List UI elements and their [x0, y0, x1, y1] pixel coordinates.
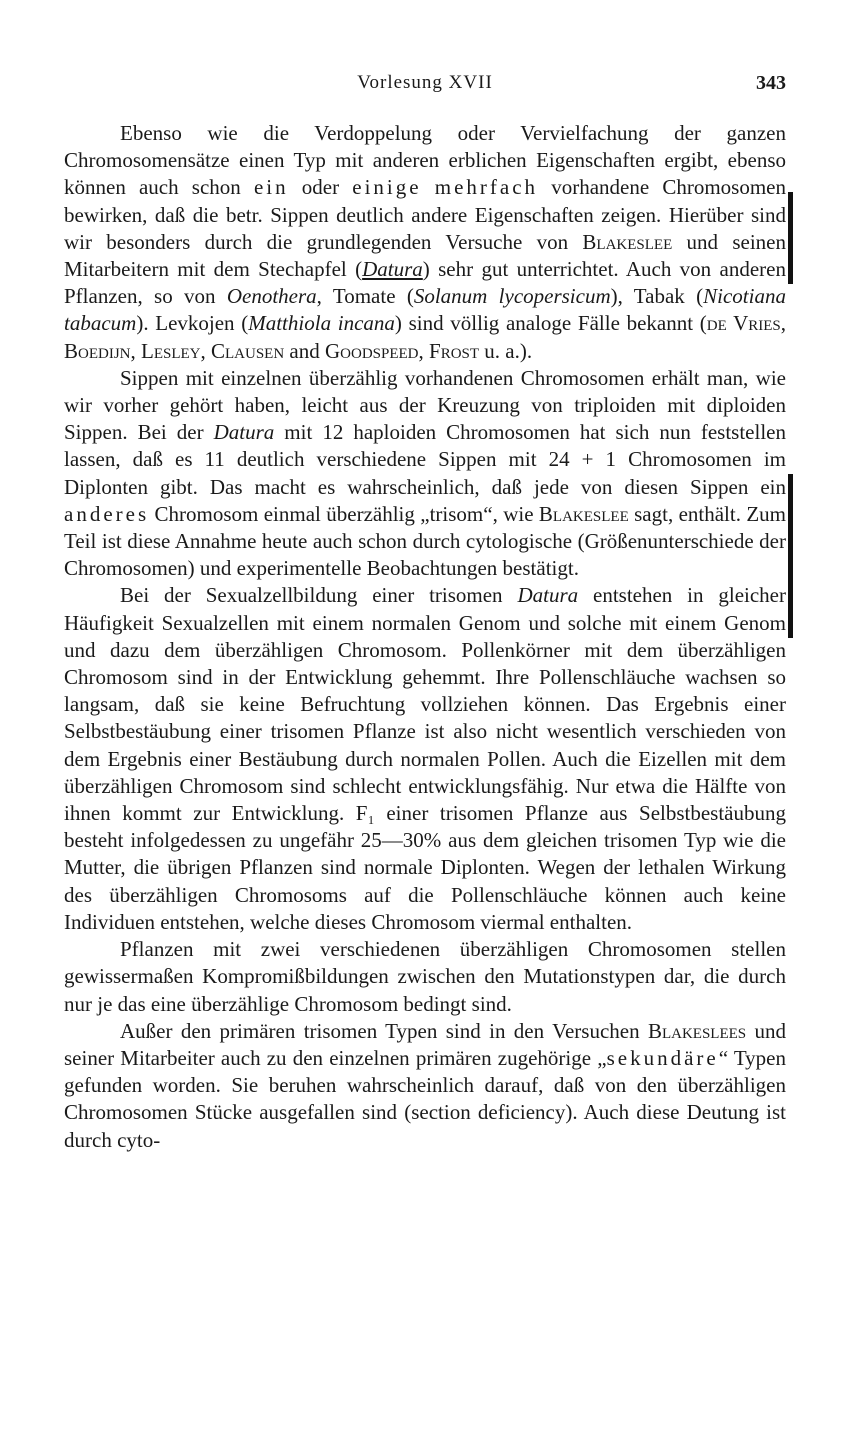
text-segment: ) sind völlig analoge Fälle bekannt (: [394, 311, 707, 336]
text-segment: de Vries: [706, 311, 781, 336]
text-segment: Bei der Sexualzellbildung einer trisomen: [120, 583, 518, 608]
paragraph: [64, 582, 786, 936]
text-segment: Blakeslee: [538, 501, 629, 526]
running-header: [0, 72, 850, 98]
text-segment: mehrfach: [434, 175, 539, 200]
paragraph: [64, 120, 786, 365]
text-segment: ein: [253, 175, 289, 200]
text-segment: Nicotiana tabacum: [64, 284, 786, 336]
paragraph: [64, 1018, 786, 1154]
paragraph: [64, 365, 786, 583]
body-text: [64, 120, 786, 1154]
text-segment: Oenothera: [226, 284, 317, 309]
text-segment: Solanum lycopersicum: [413, 284, 611, 309]
text-segment: u. a.).: [479, 338, 533, 363]
paragraph: [64, 936, 786, 1018]
text-segment: Ebenso wie die Verdoppelung oder Vervielfachung der ganzen Chromosomensätze einen Typ mit anderen erblichen Eigenschaften ergibt, ebenso können auch schon: [64, 121, 786, 200]
margin-bar-lower: [788, 474, 793, 638]
text-segment: Matthiola incana: [248, 311, 395, 336]
text-segment: ,: [780, 311, 786, 336]
text-segment: ,: [200, 338, 211, 363]
text-segment: Pflanzen mit zwei verschiedenen überzähligen Chromosomen stellen gewissermaßen Kompromißbildungen zwischen den Mutationstypen dar, die durch nur je das eine überzählige Chromosom bedingt sind.: [64, 937, 786, 1016]
text-segment: Datura: [213, 420, 275, 445]
text-segment: “ Typen gefunden worden. Sie beruhen wahrscheinlich darauf, daß von den überzähligen Chromosomen Stücke ausgefallen sind (section deficiency). Auch diese Deutung ist durch cyto-: [64, 1045, 787, 1152]
text-segment: ) sehr gut unterrichtet. Auch von anderen Pflanzen, so von: [64, 257, 786, 309]
text-segment: Datura: [517, 583, 579, 608]
text-segment: ). Levkojen (: [136, 311, 249, 336]
text-segment: , Tomate (: [316, 284, 414, 309]
text-segment: und seinen Mitarbeitern mit dem Stechapfel (: [64, 229, 786, 282]
text-segment: and: [284, 338, 325, 363]
text-segment: Außer den primären trisomen Typen sind in den Versuchen: [120, 1018, 648, 1043]
text-segment: [422, 175, 435, 199]
text-segment: sagt, enthält. Zum Teil ist diese Annahme heute auch schon durch cytologische (Größenunterschiede der Chromosomen) und experimentelle Beobachtungen bestätigt.: [64, 501, 786, 581]
text-segment: Chromosom einmal überzählig „trisom“, wie: [149, 501, 539, 526]
text-segment: Sippen mit einzelnen überzählig vorhandenen Chromosomen erhält man, wie wir vorher gehört haben, leicht aus der Kreuzung von triploiden mit diploiden Sippen. Bei der: [64, 365, 786, 445]
running-title: Vorlesung XVII: [357, 72, 493, 93]
margin-bar-upper: [788, 192, 793, 284]
text-segment: Lesley: [141, 338, 201, 363]
text-segment: Blakeslee: [582, 229, 673, 254]
text-segment: und seiner Mitarbeiter auch zu den einzelnen primären zugehörige „: [64, 1018, 787, 1070]
text-segment: anderes: [64, 501, 150, 526]
text-segment: einige: [352, 175, 422, 200]
text-segment: ,: [130, 338, 141, 363]
text-segment: ), Tabak (: [610, 284, 704, 309]
text-segment: Boedijn: [64, 338, 131, 363]
page-number: 343: [756, 72, 786, 94]
text-segment: entstehen in gleicher Häufigkeit Sexualzellen mit einem normalen Genom und solche mit einem Genom und dazu dem überzähligen Chromosom. Pollenkörner mit dem überzähligen Chromosom sind in der Entwicklung gehemmt. Ihre Pollenschläuche wachsen so langsam, daß sie keine Befruchtung vollziehen können. Das Ergebnis einer Selbstbestäubung einer trisomen Pflanze ist also nicht wesentlich verschieden von dem Ergebnis einer Bestäubung durch normalen Pollen. Auch die Eizellen mit dem überzähligen Chromosom sind schlecht entwicklungsfähig. Nur etwa die Hälfte von ihnen kommt zur Entwicklung. F₁ einer trisomen Pflanze aus Selbstbestäubung besteht infolgedessen zu ungefähr 25—30% aus dem gleichen trisomen Typ wie die Mutter, die übrigen Pflanzen sind normale Diplonten. Wegen der lethalen Wirkung des überzähligen Chromosoms auf die Pollenschläuche können auch keine Individuen entstehen, welche dieses Chromosom viermal enthalten.: [64, 583, 787, 934]
text-segment: Goodspeed: [325, 338, 419, 363]
text-segment: ,: [418, 338, 430, 363]
text-segment: Frost: [429, 338, 480, 363]
text-segment: oder: [288, 175, 353, 200]
text-segment: Blakeslees: [647, 1018, 747, 1043]
text-segment: mit 12 haploiden Chromosomen hat sich nun feststellen lassen, daß es 11 deutlich verschiedene Sippen mit 24 + 1 Chromosomen im Diplonten gibt. Das macht es wahrscheinlich, daß jede von diesen Sippen ein: [64, 420, 786, 499]
text-segment: Datura: [362, 257, 423, 282]
text-segment: vorhandene Chromosomen bewirken, daß die betr. Sippen deutlich andere Eigenschaften zeigen. Hierüber sind wir besonders durch die grundlegenden Versuche von: [64, 175, 786, 254]
text-segment: sekundäre: [606, 1045, 719, 1070]
text-segment: Clausen: [211, 338, 285, 363]
